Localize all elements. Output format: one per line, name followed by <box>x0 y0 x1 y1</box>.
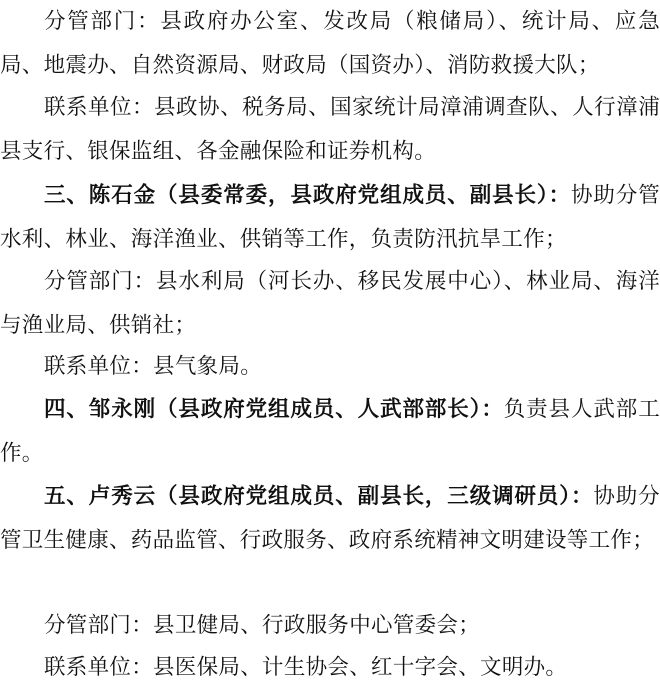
paragraph-fenguan-bumen-1 <box>0 0 660 87</box>
paragraph-text: 县水利局（河长办、移民发展中心）、林业局、海洋与渔业局、供销社； <box>0 269 660 338</box>
paragraph-lianxi-danwei-3 <box>0 646 660 690</box>
section-heading: 三、陈石金（县委常委，县政府党组成员、副县长）： <box>44 183 571 208</box>
paragraph-label: 联系单位： <box>44 655 154 680</box>
section-heading: 五、卢秀云（县政府党组成员、副县长，三级调研员）： <box>44 484 594 509</box>
paragraph-section-zou-yonggang <box>0 388 660 475</box>
paragraph-fenguan-bumen-2 <box>0 260 660 347</box>
paragraph-section-chen-shijin <box>0 174 660 261</box>
paragraph-label: 分管部门： <box>44 613 154 638</box>
paragraph-text: 协助分管卫生健康、药品监管、行政服务、政府系统精神文明建设等工作； <box>0 484 660 553</box>
paragraph-text: 县医保局、计生协会、红十字会、文明办。 <box>153 655 568 680</box>
paragraph-fenguan-bumen-3 <box>0 604 660 648</box>
paragraph-label: 分管部门： <box>44 269 157 294</box>
paragraph-lianxi-danwei-2 <box>0 345 660 389</box>
paragraph-label: 分管部门： <box>44 9 161 34</box>
paragraph-section-lu-xiuyun <box>0 475 660 562</box>
paragraph-text: 县政协、税务局、国家统计局漳浦调查队、人行漳浦县支行、银保监组、各金融保险和证券机构。 <box>0 95 660 164</box>
paragraph-label: 联系单位： <box>44 354 154 379</box>
paragraph-text: 负责县人武部工作。 <box>0 397 660 466</box>
paragraph-lianxi-danwei-1 <box>0 86 660 173</box>
paragraph-text: 协助分管水利、林业、海洋渔业、供销等工作，负责防汛抗旱工作； <box>0 183 660 252</box>
section-heading: 四、邹永刚（县政府党组成员、人武部部长）： <box>44 397 504 422</box>
paragraph-text: 县气象局。 <box>153 354 263 379</box>
paragraph-text: 县政府办公室、发改局（粮储局）、统计局、应急局、地震办、自然资源局、财政局（国资办）、消防救援大队； <box>0 9 660 78</box>
paragraph-label: 联系单位： <box>44 95 155 120</box>
paragraph-text: 县卫健局、行政服务中心管委会； <box>153 613 481 638</box>
